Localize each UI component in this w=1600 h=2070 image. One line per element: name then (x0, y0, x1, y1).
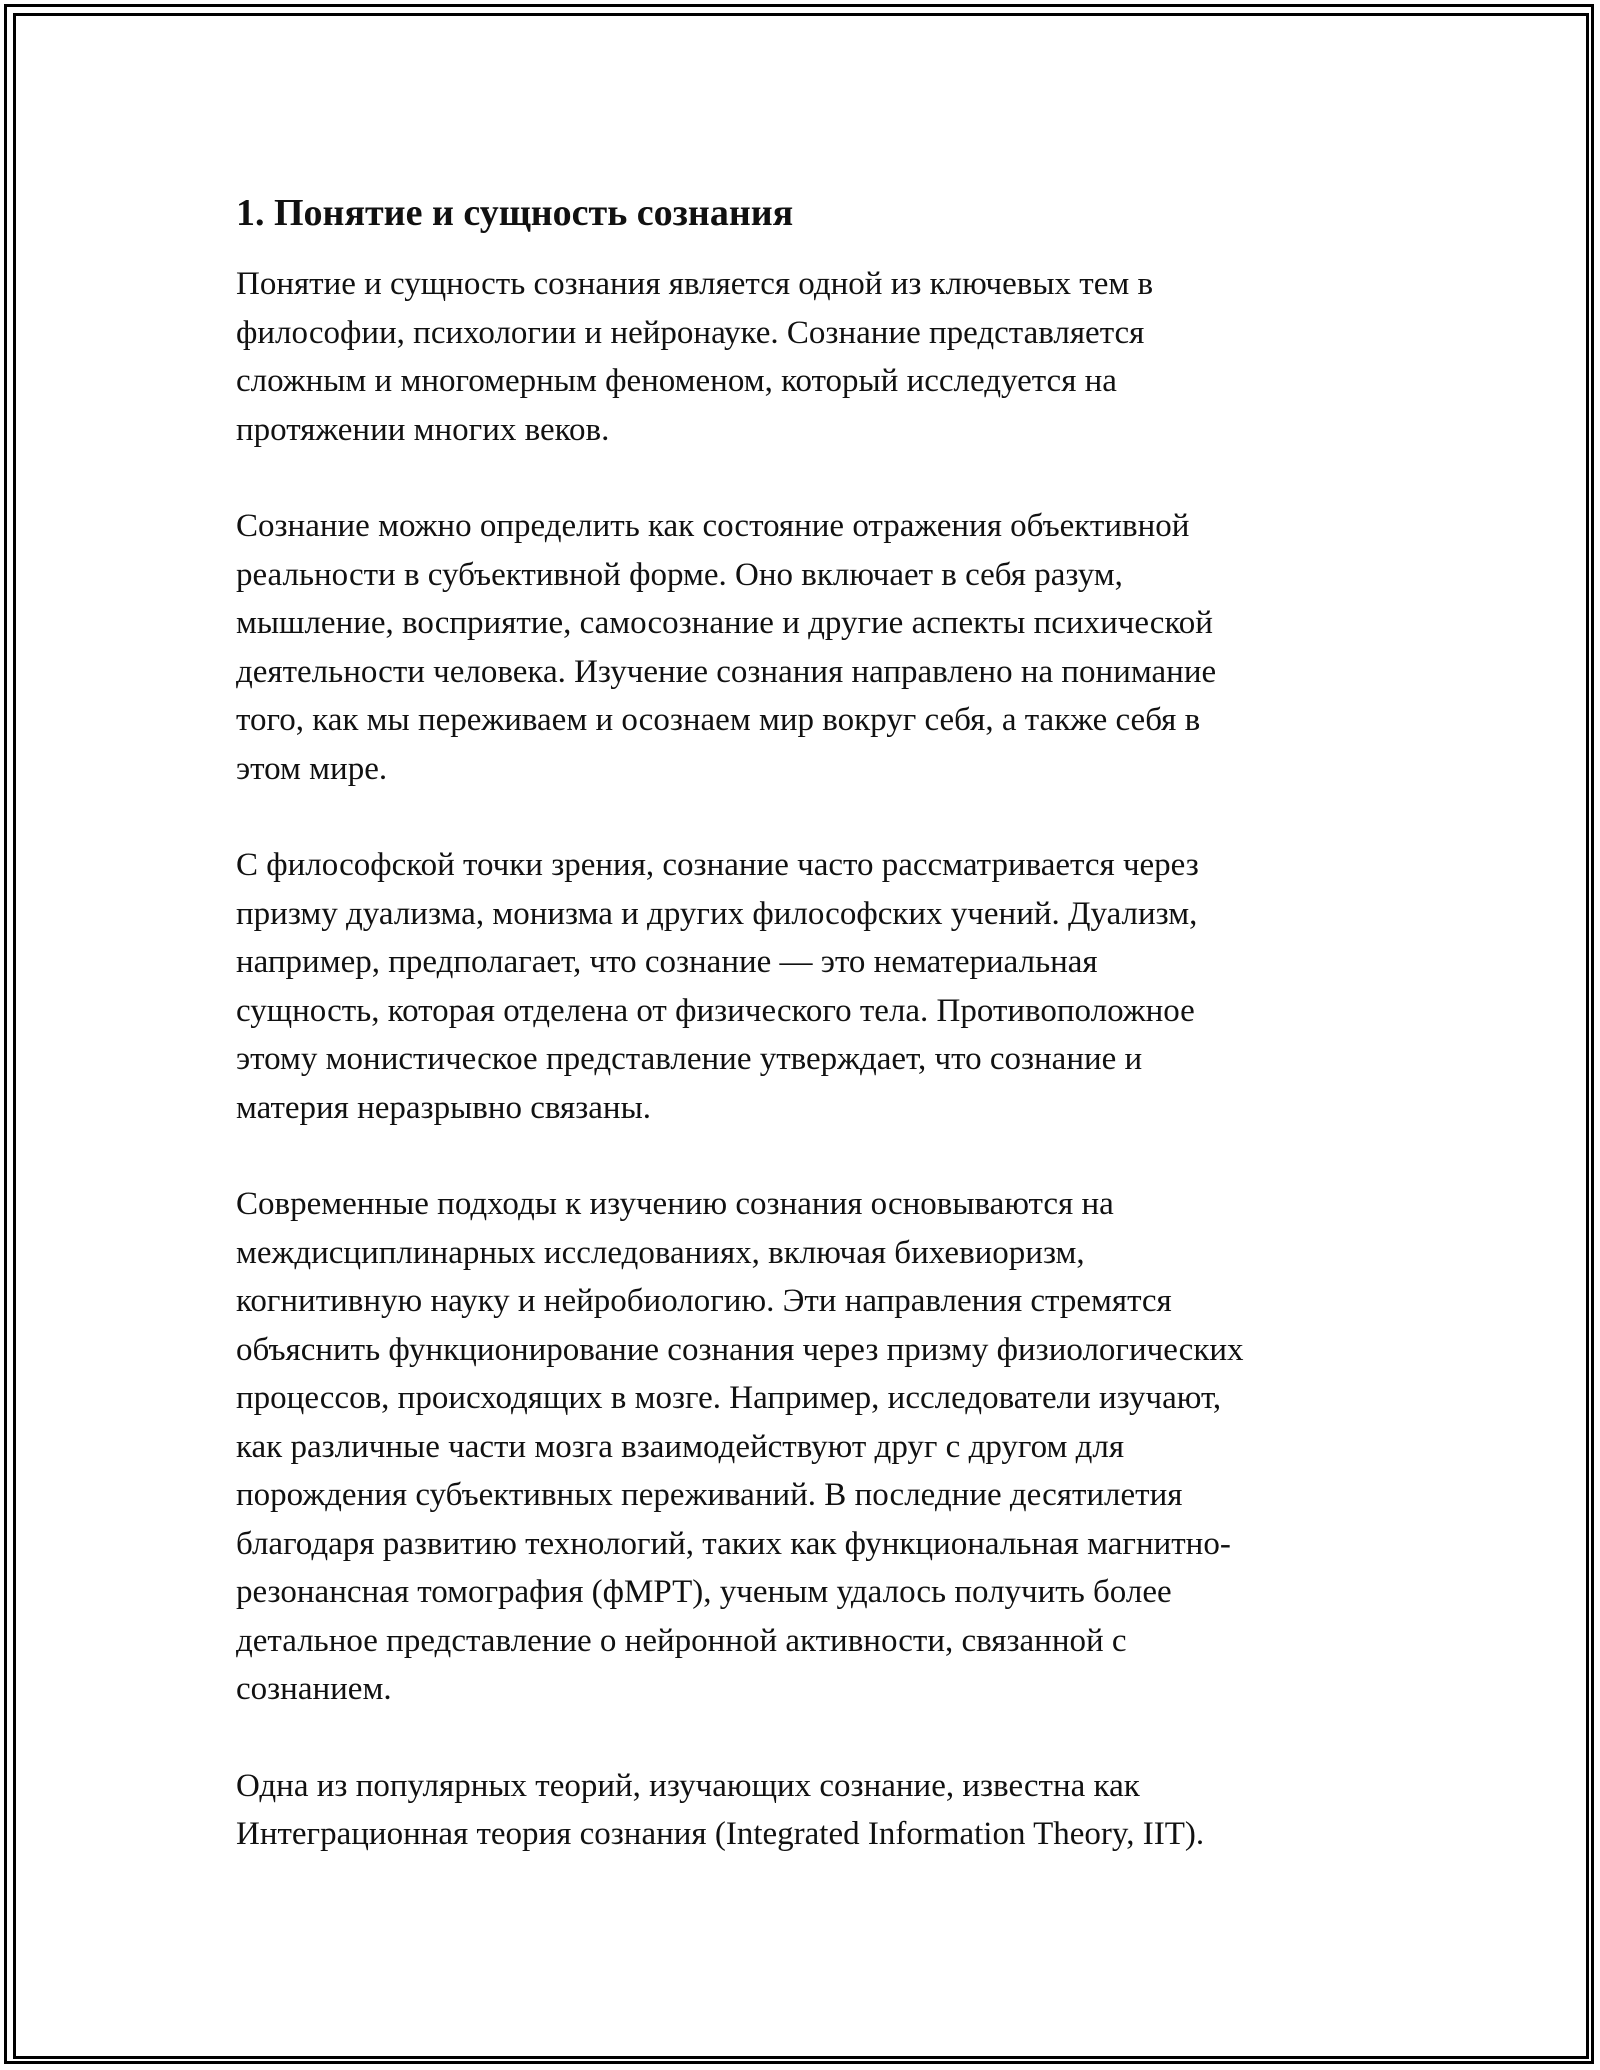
paragraph-4: Современные подходы к изучению сознания основываются на междисциплинарных исследованиях, включая бихевиоризм, когнитивную науку и нейробиологию. Эти направления стремятся объяснить функционирование сознания через призму физиологических процессов, происходящих в мозге. Например, исследователи изучают, как различные части мозга взаимодействуют друг с другом для порождения субъективных переживаний. В последние десятилетия благодаря развитию технологий, таких как функциональная магнитно- резонансная томография (фМРТ), ученым удалось получить более детальное представление о нейронной активности, связанной с сознанием. (236, 1186, 1244, 1707)
document-page (236, 188, 1376, 1907)
section-title: 1. Понятие и сущность сознания (236, 192, 794, 234)
paragraph-2: Сознание можно определить как состояние отражения объективной реальности в субъективной форме. Оно включает в себя разум, мышление, восприятие, самосознание и другие аспекты психической деятельности человека. Изучение сознания направлено на понимание того, как мы переживаем и осознаем мир вокруг себя, а также себя в этом мире. (236, 508, 1217, 787)
paragraph-1: Понятие и сущность сознания является одной из ключевых тем в философии, психологии и нейронауке. Сознание представляется сложным и многомерным феноменом, который исследуется на протяжении многих веков. (236, 266, 1154, 448)
paragraph-3: С философской точки зрения, сознание часто рассматривается через призму дуализма, монизма и других философских учений. Дуализм, например, предполагает, что сознание — это нематериальная сущность, которая отделена от физического тела. Противоположное этому монистическое представление утверждает, что сознание и материя неразрывно связаны. (236, 847, 1199, 1126)
paragraph-5: Одна из популярных теорий, изучающих сознание, известна как Интеграционная теория сознания (Integrated Information Theory, IIT). (236, 1767, 1205, 1852)
